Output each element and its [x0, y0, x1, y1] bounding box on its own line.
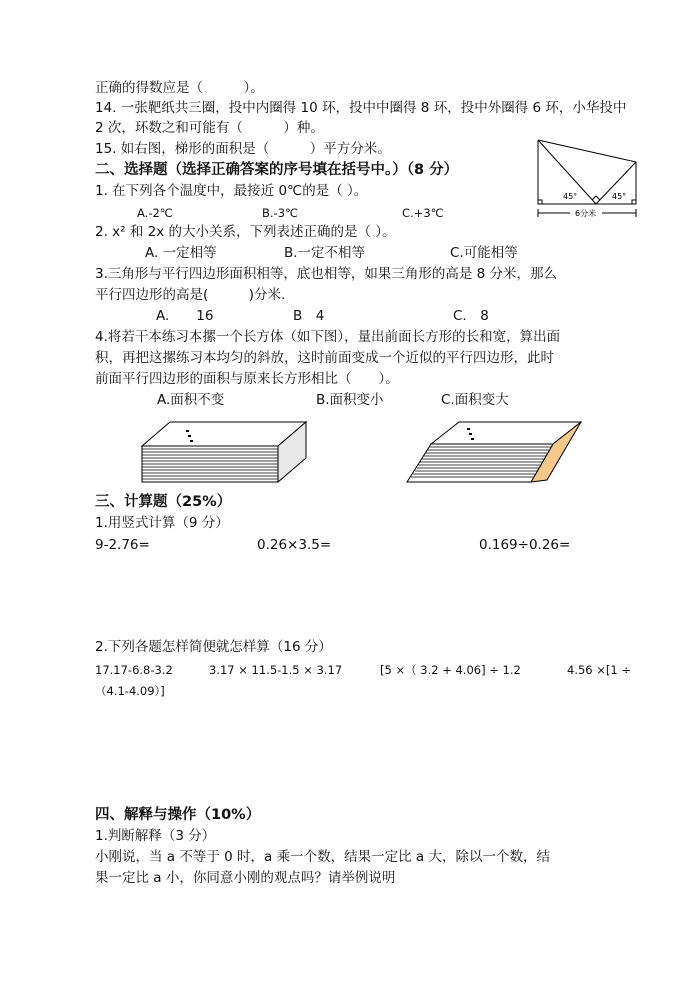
choice-1-option-a: A.-2℃ — [137, 206, 173, 220]
right-angle-mark — [592, 196, 600, 200]
calc-1-item-3: 0.169÷0.26= — [479, 537, 571, 553]
choice-2-option-c: C.可能相等 — [450, 245, 518, 261]
choice-1-option-b: B.-3℃ — [262, 206, 298, 220]
explain-1-title: 1.判断解释（3 分） — [95, 828, 216, 844]
calc-2-item-4: 4.56 ×[1 ÷ — [567, 663, 631, 677]
q13-tail: 正确的得数应是（ ）。 — [95, 80, 264, 96]
choice-4-option-a: A.面积不变 — [157, 392, 225, 408]
angle-label-right: 45° — [612, 192, 627, 201]
book-stack-slanted — [405, 420, 585, 484]
choice-4-question-line2: 积，再把这摞练习本均匀的斜放，这时前面变成一个近似的平行四边形，此时 — [95, 350, 554, 366]
choice-4-option-c: C.面积变大 — [441, 392, 509, 408]
corner-right — [632, 200, 636, 204]
choice-3-question-line1: 3.三角形与平行四边形面积相等，底也相等，如果三角形的高是 8 分米，那么 — [95, 266, 558, 282]
choice-3-option-a: A. 16 — [156, 308, 214, 324]
choice-1-option-c: C.+3℃ — [402, 206, 444, 220]
choice-4-question-line3: 前面平行四边形的面积与原来长方形相比（ ）。 — [95, 371, 399, 387]
corner-left — [538, 200, 542, 204]
calc-2-title: 2.下列各题怎样简便就怎样算（16 分） — [95, 639, 332, 655]
base-label: 6分米 — [575, 209, 597, 218]
choice-3-option-b: B 4 — [293, 308, 325, 324]
section-2-title: 二、选择题（选择正确答案的序号填在括号中。）（8 分） — [95, 162, 459, 178]
calc-2-item-3: [5 ×（ 3.2 + 4.06] ÷ 1.2 — [380, 663, 521, 677]
choice-1-question: 1. 在下列各个温度中，最接近 0℃的是（ ）。 — [95, 183, 368, 199]
calc-2-item-1: 17.17-6.8-3.2 — [95, 663, 173, 677]
calc-1-item-2: 0.26×3.5= — [257, 537, 332, 553]
angle-label-left: 45° — [563, 192, 578, 201]
q14-line1: 14. 一张靶纸共三圈，投中内圈得 10 环，投中中圈得 8 环，投中外圈得 6 环，小华投中 — [95, 100, 627, 116]
explain-1-line2: 果一定比 a 小，你同意小刚的观点吗？请举例说明 — [95, 870, 396, 886]
choice-2-option-b: B.一定不相等 — [284, 245, 366, 261]
trapezoid-figure — [530, 136, 642, 224]
calc-1-title: 1.用竖式计算（9 分） — [95, 515, 229, 531]
section-3-title: 三、计算题（25%） — [95, 494, 232, 510]
calc-2-item-2: 3.17 × 11.5-1.5 × 3.17 — [209, 663, 343, 677]
choice-3-option-c: C. 8 — [453, 308, 489, 324]
explain-1-line1: 小刚说，当 a 不等于 0 时，a 乘一个数，结果一定比 a 大，除以一个数，结 — [95, 849, 550, 865]
calc-2-item-4-cont: （4.1-4.09）] — [95, 684, 165, 698]
book-stack-straight — [140, 420, 312, 484]
choice-2-question: 2. x² 和 2x 的大小关系，下列表述正确的是（ ）。 — [95, 224, 396, 240]
q14-line2: 2 次，环数之和可能有（ ）种。 — [95, 120, 324, 136]
section-4-title: 四、解释与操作（10%） — [95, 807, 261, 823]
choice-3-question-line2: 平行四边形的高是( )分米. — [95, 287, 286, 303]
q15-text: 15. 如右图，梯形的面积是（ ）平方分米。 — [95, 141, 391, 157]
choice-4-question-line1: 4.将若干本练习本摞一个长方体（如下图），量出前面长方形的长和宽，算出面 — [95, 329, 561, 345]
choice-4-option-b: B.面积变小 — [316, 392, 384, 408]
choice-2-option-a: A. 一定相等 — [145, 245, 217, 261]
calc-1-item-1: 9-2.76= — [95, 537, 150, 553]
